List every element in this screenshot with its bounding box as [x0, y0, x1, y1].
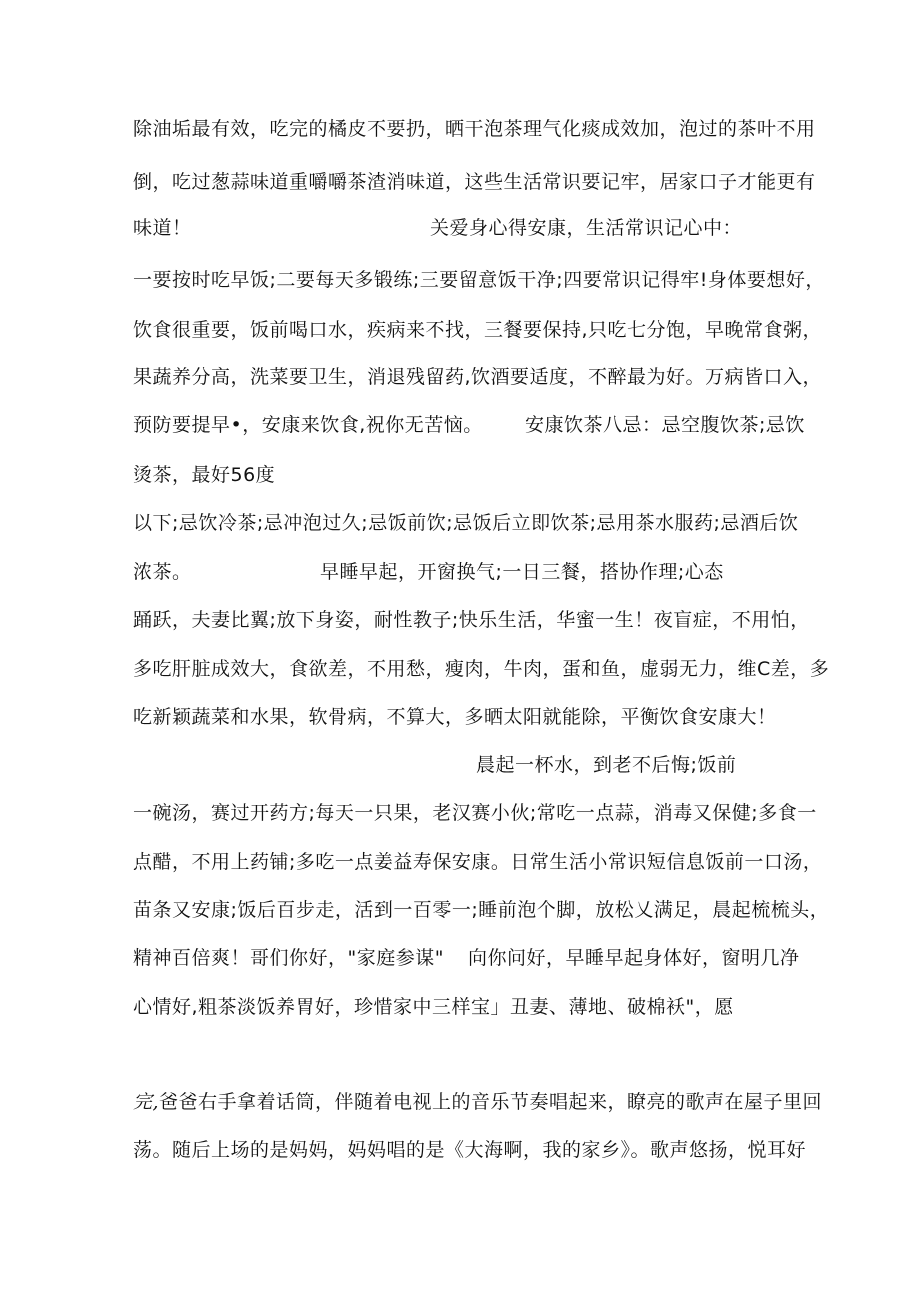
text-line: 味道！: [133, 217, 192, 239]
text-line: 安康饮茶八忌：忌空腹饮茶;忌饮: [525, 414, 805, 436]
text-line: 浓茶。: [133, 561, 192, 583]
text-line-body: 爸爸右手拿着话筒，伴随着电视上的音乐节奏唱起来，瞭亮的歌声在屋子里回: [159, 1091, 823, 1113]
text-line: 晨起一杯水，到老不后悔;饭前: [476, 754, 737, 776]
text-line: 一碗汤，赛过开药方;每天一只果，老汉赛小伙;常吃一点蒜，消毒又保健;多食一: [133, 802, 817, 824]
text-line: 心情好,粗茶淡饭养胃好，珍惜家中三样宝」丑妻、薄地、破棉袄"，愿: [133, 996, 734, 1018]
text-line-body: 荡。随后上场的是妈妈，妈妈唱的是《大海啊，我的家乡》。歌声悠扬，悦耳好: [133, 1139, 807, 1161]
text-line: 吃新颖蔬菜和水果，软骨病，不算大，多晒太阳就能除，平衡饮食安康大！: [133, 706, 777, 728]
text-line-lead: 完,: [133, 1091, 160, 1113]
text-line: 多吃肝脏成效大，食欲差，不用愁，瘦肉，牛肉，蛋和鱼，虚弱无力，维C差，多: [133, 658, 830, 680]
text-line: 除油垢最有效，吃完的橘皮不要扔，晒干泡茶理气化痰成效加，泡过的茶叶不用: [133, 118, 816, 140]
text-line: [133, 1088, 822, 1116]
text-line: 踊跃，夫妻比翼;放下身姿，耐性教子;快乐生活，华蜜一生！夜盲症，不用怕，: [133, 609, 810, 631]
text-line: 点醋，不用上药铺;多吃一点姜益寿保安康。日常生活小常识短信息饭前一口汤，: [133, 851, 823, 873]
text-line: 一要按时吃早饭;二要每天多锻练;三要留意饭干净;四要常识记得牢!身体要想好，: [133, 269, 825, 291]
text-line: 饮食很重要，饭前喝口水，疾病来不找，三餐要保持,只吃七分饱，早晚常食粥，: [133, 319, 823, 341]
text-line: 向你问好，早睡早起身体好，窗明几净: [468, 947, 800, 969]
text-line: 早睡早起，开窗换气;一日三餐，搭协作理;心态: [320, 561, 724, 583]
text-line: [133, 1136, 806, 1164]
text-line: 苗条又安康;饭后百步走，活到一百零一;睡前泡个脚，放松乂满足，晨起梳梳头，: [133, 899, 830, 921]
text-line: 预防要提早•，安康来饮食,祝你无苦恼。: [133, 414, 483, 436]
text-line: 果蔬养分高，洗菜要卫生，消退残留药,饮酒要适度，不醉最为好。万病皆口入，: [133, 366, 823, 388]
text-line: 以下;忌饮冷茶;忌冲泡过久;忌饭前饮;忌饭后立即饮茶;忌用茶水服药;忌酒后饮: [133, 512, 799, 534]
text-line: 精神百倍爽！哥们你好，"家庭参谋": [133, 947, 444, 969]
text-line: 烫茶，最好56度: [133, 464, 276, 486]
text-line: 关爱身心得安康，生活常识记心中：: [430, 217, 743, 239]
text-line: 倒，吃过葱蒜味道重嚼嚼茶渣消味道，这些生活常识要记牢，居家口子才能更有: [133, 171, 816, 193]
